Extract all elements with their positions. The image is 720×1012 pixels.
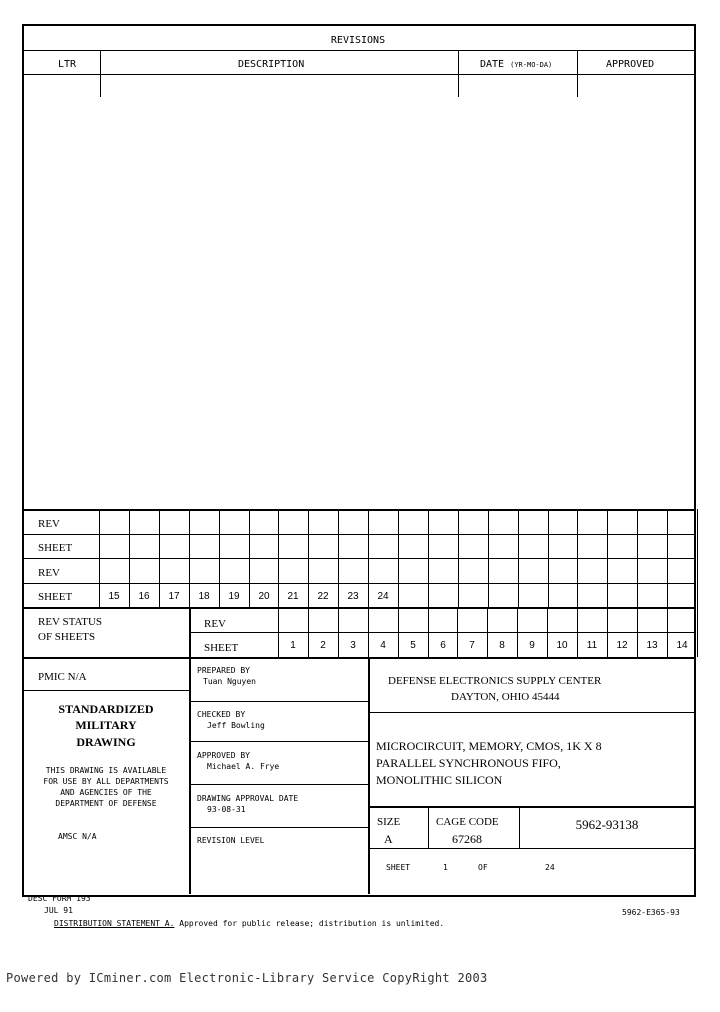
sheet-number-cell: 5 xyxy=(410,640,416,651)
rev-status-title: REV STATUS xyxy=(38,616,103,628)
sheet-number-cell: 24 xyxy=(377,591,389,602)
divider xyxy=(190,632,694,633)
size-value: A xyxy=(384,832,393,846)
sheet-number: 1 xyxy=(443,863,448,872)
prepared-by-name: Tuan Nguyen xyxy=(203,677,256,686)
sheet-number-cell: 9 xyxy=(529,640,535,651)
title-line-2: PARALLEL SYNCHRONOUS FIFO, xyxy=(376,756,561,770)
divider xyxy=(190,741,368,742)
distribution-label: DISTRIBUTION STATEMENT A. xyxy=(54,919,175,928)
col-ltr-header: LTR xyxy=(58,59,77,70)
grid-line xyxy=(548,509,549,608)
divider xyxy=(22,583,694,584)
sheet-number-cell: 7 xyxy=(469,640,475,651)
agency-location: DAYTON, OHIO 45444 xyxy=(451,691,560,703)
lower-rev-label: REV xyxy=(204,618,226,630)
divider xyxy=(22,74,694,75)
approval-date-label: DRAWING APPROVAL DATE xyxy=(197,794,299,803)
sheet-number-cell: 23 xyxy=(347,591,359,602)
grid-line xyxy=(518,509,519,608)
availability-line-3: AND AGENCIES OF THE xyxy=(60,788,152,797)
sheet-number-cell: 8 xyxy=(499,640,505,651)
total-sheets: 24 xyxy=(545,863,555,872)
col-date-header xyxy=(480,60,552,70)
distribution-text: Approved for public release; distribution is unlimited. xyxy=(179,919,445,928)
divider xyxy=(458,50,459,97)
amsc: AMSC N/A xyxy=(58,832,97,841)
sheet-number-cell: 18 xyxy=(198,591,210,602)
std-line-3: DRAWING xyxy=(76,735,136,749)
form-number: DESC FORM 193 xyxy=(28,894,91,903)
sheet-number-cell: 1 xyxy=(290,640,296,651)
divider xyxy=(189,607,191,894)
cage-code-value: 67268 xyxy=(452,832,482,846)
col-date-label: DATE xyxy=(480,59,505,70)
col-description-header: DESCRIPTION xyxy=(238,59,305,70)
divider xyxy=(369,806,694,808)
sheet-number-cell: 16 xyxy=(138,591,150,602)
availability-line-4: DEPARTMENT OF DEFENSE xyxy=(55,799,157,808)
grid-line xyxy=(697,607,698,657)
checked-by-label: CHECKED BY xyxy=(197,710,246,719)
col-date-format: (YR-MO-DA) xyxy=(510,61,553,69)
approved-by-label: APPROVED BY xyxy=(197,751,250,760)
sheet-number-cell: 22 xyxy=(317,591,329,602)
approval-date: 93-08-31 xyxy=(207,805,246,814)
divider xyxy=(22,509,694,511)
form-date: JUL 91 xyxy=(44,906,73,915)
pmic: PMIC N/A xyxy=(38,671,87,683)
sheet-number-cell: 2 xyxy=(320,640,326,651)
grid-line xyxy=(637,509,638,608)
sheet-label: SHEET xyxy=(386,863,411,872)
agency-name: DEFENSE ELECTRONICS SUPPLY CENTER xyxy=(388,675,602,687)
divider xyxy=(100,50,101,97)
watermark-text: Powered by ICminer.com Electronic-Library Service CopyRight 2003 xyxy=(6,971,488,985)
sheet-number-cell: 6 xyxy=(440,640,446,651)
divider xyxy=(22,50,694,51)
divider xyxy=(22,690,190,691)
sheet-number-cell: 12 xyxy=(616,640,628,651)
sheet-number-cell: 11 xyxy=(586,640,598,651)
grid-line xyxy=(428,509,429,608)
grid-line xyxy=(458,509,459,608)
checked-by-name: Jeff Bowling xyxy=(207,721,265,730)
title-line-3: MONOLITHIC SILICON xyxy=(376,773,503,787)
sheet-number-cell: 19 xyxy=(228,591,240,602)
divider xyxy=(190,701,368,702)
of-label: OF xyxy=(478,863,488,872)
grid-line xyxy=(697,509,698,608)
rev-status-subtitle: OF SHEETS xyxy=(38,631,96,643)
col-approved-header: APPROVED xyxy=(606,59,655,70)
divider xyxy=(22,657,694,659)
divider xyxy=(577,50,578,97)
prepared-by-label: PREPARED BY xyxy=(197,666,250,675)
divider xyxy=(22,534,694,535)
rev-label: REV xyxy=(38,518,60,530)
sheet-label: SHEET xyxy=(38,542,73,554)
grid-line xyxy=(667,509,668,608)
grid-line xyxy=(488,509,489,608)
sheet-label: SHEET xyxy=(38,591,73,603)
title-line-1: MICROCIRCUIT, MEMORY, CMOS, 1K X 8 xyxy=(376,739,602,753)
grid-line xyxy=(607,509,608,608)
divider xyxy=(428,807,429,848)
divider xyxy=(190,827,368,828)
approved-by-name: Michael A. Frye xyxy=(207,762,280,771)
revisions-title: REVISIONS xyxy=(330,35,386,46)
sheet-number-cell: 20 xyxy=(258,591,270,602)
sheet-number-cell: 15 xyxy=(108,591,120,602)
sheet-number-cell: 21 xyxy=(287,591,299,602)
grid-line xyxy=(398,509,399,608)
grid-line xyxy=(577,509,578,608)
drawing-number: 5962-93138 xyxy=(575,817,639,832)
sheet-number-cell: 17 xyxy=(168,591,180,602)
sheet-number-cell: 4 xyxy=(380,640,386,651)
divider xyxy=(190,784,368,785)
availability-line-1: THIS DRAWING IS AVAILABLE xyxy=(45,766,167,775)
divider xyxy=(368,657,370,894)
availability-line-2: FOR USE BY ALL DEPARTMENTS xyxy=(43,777,169,786)
std-line-2: MILITARY xyxy=(75,718,137,732)
divider xyxy=(369,712,694,713)
sheet-number-cell: 3 xyxy=(350,640,356,651)
rev-label: REV xyxy=(38,567,60,579)
size-label: SIZE xyxy=(377,816,401,828)
revision-level-label: REVISION LEVEL xyxy=(197,836,265,845)
sheet-number-cell: 13 xyxy=(646,640,658,651)
cage-code-label: CAGE CODE xyxy=(436,816,499,828)
std-line-1: STANDARDIZED xyxy=(58,702,154,716)
sheet-number-cell: 10 xyxy=(556,640,568,651)
divider xyxy=(22,607,694,609)
lower-sheet-label: SHEET xyxy=(204,642,239,654)
divider xyxy=(22,558,694,559)
divider xyxy=(369,848,694,849)
document-code: 5962-E365-93 xyxy=(622,908,680,917)
distribution-statement xyxy=(54,920,444,928)
sheet-number-cell: 14 xyxy=(676,640,688,651)
